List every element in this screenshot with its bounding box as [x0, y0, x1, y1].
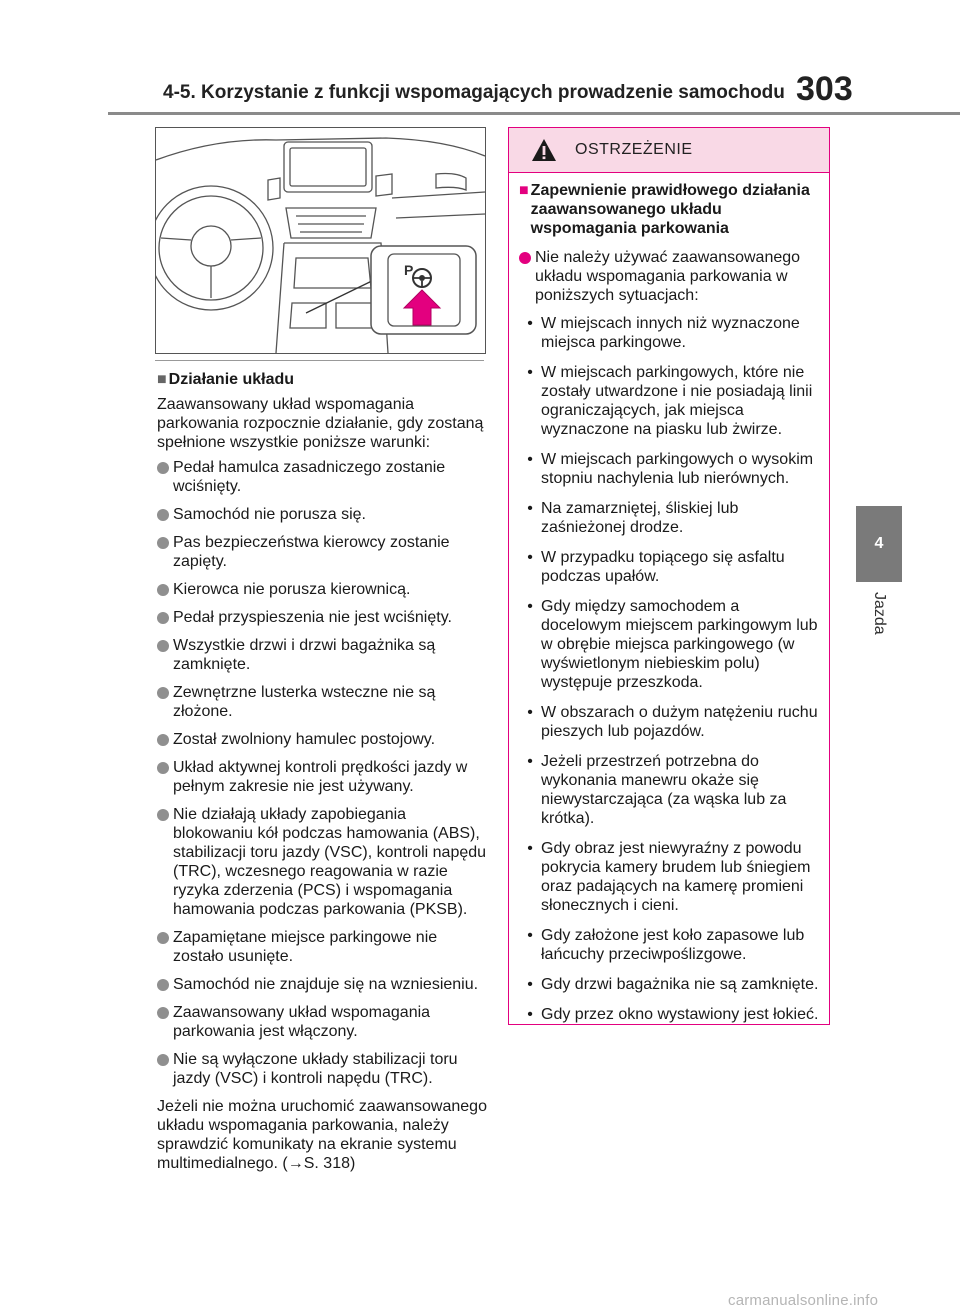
- chapter-tab-number: 4: [874, 535, 884, 552]
- circle-bullet-icon: [157, 537, 169, 549]
- list-item: [157, 1003, 487, 1041]
- warning-list: [519, 314, 819, 1024]
- warning-body: [509, 173, 829, 1024]
- circle-bullet-icon: [157, 462, 169, 474]
- warning-item-text: W przypadku topiącego się asfaltu podczas upałów.: [541, 549, 785, 585]
- circle-bullet-icon: [157, 1007, 169, 1019]
- chapter-tab[interactable]: [856, 506, 902, 582]
- circle-bullet-icon: [157, 584, 169, 596]
- square-bullet-icon: ■: [519, 182, 529, 199]
- dashboard-illustration: [155, 127, 486, 354]
- warning-section-heading: [519, 181, 819, 238]
- list-item: [157, 683, 487, 721]
- list-item: [157, 458, 487, 496]
- warning-item: • W obszarach o dużym natężeniu ruchu pieszych lub pojazdów.: [527, 704, 818, 740]
- warning-triangle-icon: [531, 138, 557, 162]
- list-item-text: Samochód nie porusza się.: [173, 506, 366, 523]
- warning-item-text: Gdy obraz jest niewyraźny z powodu pokrycia kamery brudem lub śniegiem oraz padających na kamerę promieni słonecznych i cieni.: [541, 840, 811, 914]
- warning-title: OSTRZEŻENIE: [575, 141, 693, 158]
- list-item: [157, 758, 487, 796]
- list-item: [157, 730, 487, 749]
- list-item-text: Wszystkie drzwi i drzwi bagażnika są zamknięte.: [173, 637, 436, 673]
- warning-item-text: W miejscach parkingowych o wysokim stopniu nachylenia lub nierównych.: [541, 451, 814, 487]
- warning-item: • W miejscach innych niż wyznaczone miejsca parkingowe.: [519, 314, 819, 352]
- warning-item-text: W miejscach parkingowych, które nie zostały utwardzone i nie posiadają linii ograniczających, jak miejsca wyznaczone na piasku lub żwirze.: [541, 364, 813, 438]
- left-column: [157, 370, 487, 1179]
- dashboard-drawing: [156, 128, 485, 353]
- section-heading: [157, 370, 487, 389]
- warning-lead-text: Nie należy używać zaawansowanego układu wspomagania parkowania w poniższych sytuacjach:: [535, 249, 801, 304]
- warning-item: • Jeżeli przestrzeń potrzebna do wykonania manewru okaże się niewystarczająca (za wąska lub za krótka).: [519, 752, 819, 828]
- list-item: [157, 805, 487, 919]
- header-divider: [108, 112, 960, 115]
- list-item-text: Został zwolniony hamulec postojowy.: [173, 731, 436, 748]
- list-item: [157, 505, 487, 524]
- list-item-text: Zaawansowany układ wspomagania parkowania jest włączony.: [173, 1004, 431, 1040]
- circle-bullet-icon: [157, 509, 169, 521]
- list-item-text: Kierowca nie porusza kierownicą.: [173, 581, 411, 598]
- list-item: [157, 975, 487, 994]
- warning-item-text: W miejscach innych niż wyznaczone miejsca parkingowe.: [541, 315, 800, 351]
- square-bullet-icon: ■: [157, 371, 167, 388]
- list-item-text: Nie są wyłączone układy stabilizacji toru jazdy (VSC) i kontroli napędu (TRC).: [173, 1051, 458, 1087]
- circle-bullet-icon: [519, 252, 531, 264]
- warning-section-heading-text: Zapewnienie prawidłowego działania zaawansowanego układu wspomagania parkowania: [530, 182, 810, 237]
- list-item-text: Pedał przyspieszenia nie jest wciśnięty.: [173, 609, 452, 626]
- circle-bullet-icon: [157, 640, 169, 652]
- circle-bullet-icon: [157, 1054, 169, 1066]
- warning-item-text: Gdy drzwi bagażnika nie są zamknięte.: [541, 976, 819, 993]
- list-item-text: Zewnętrzne lusterka wsteczne nie są złożone.: [173, 684, 436, 720]
- list-item: [157, 608, 487, 627]
- warning-item: • W przypadku topiącego się asfaltu podczas upałów.: [519, 548, 819, 586]
- warning-item-text: Na zamarzniętej, śliskiej lub zaśnieżonej drodze.: [541, 500, 739, 536]
- page-number: 303: [796, 70, 853, 108]
- warning-box: [508, 127, 830, 1025]
- list-item-text: Zapamiętane miejsce parkingowe nie zostało usunięte.: [173, 929, 438, 965]
- warning-item: • Gdy przez okno wystawiony jest łokieć.: [527, 1006, 819, 1023]
- warning-lead: [519, 248, 819, 305]
- circle-bullet-icon: [157, 612, 169, 624]
- outro-paragraph: Jeżeli nie można uruchomić zaawansowanego układu wspomagania parkowania, należy sprawdzić komunikaty na ekranie systemu multimedialnego. (→S. 318): [157, 1098, 487, 1172]
- list-item: [157, 928, 487, 966]
- list-item: [157, 533, 487, 571]
- section-heading-text: Działanie układu: [168, 371, 295, 388]
- list-item-text: Układ aktywnej kontroli prędkości jazdy w pełnym zakresie nie jest używany.: [173, 759, 468, 795]
- warning-item: • Gdy obraz jest niewyraźny z powodu pokrycia kamery brudem lub śniegiem oraz padających na kamerę promieni słonecznych i cieni.: [519, 839, 819, 915]
- warning-item-text: Gdy przez okno wystawiony jest łokieć.: [541, 1006, 819, 1023]
- warning-item-text: Gdy założone jest koło zapasowe lub łańcuchy przeciwpoślizgowe.: [541, 927, 805, 963]
- warning-item: • Na zamarzniętej, śliskiej lub zaśnieżonej drodze.: [519, 499, 819, 537]
- intro-paragraph: Zaawansowany układ wspomagania parkowania rozpocznie działanie, gdy zostaną spełnione wszystkie poniższe warunki:: [157, 396, 484, 451]
- warning-item: • W miejscach parkingowych o wysokim stopniu nachylenia lub nierównych.: [519, 450, 819, 488]
- list-item: [157, 1050, 487, 1088]
- warning-item: • Gdy drzwi bagażnika nie są zamknięte.: [527, 976, 819, 993]
- list-item-text: Pas bezpieczeństwa kierowcy zostanie zapięty.: [173, 534, 450, 570]
- warning-item: • Gdy założone jest koło zapasowe lub łańcuchy przeciwpoślizgowe.: [519, 926, 819, 964]
- circle-bullet-icon: [157, 687, 169, 699]
- warning-header: [509, 128, 829, 173]
- circle-bullet-icon: [157, 809, 169, 821]
- list-item-text: Nie działają układy zapobiegania blokowaniu kół podczas hamowania (ABS), stabilizacji toru jazdy (VSC), kontroli napędu (TRC), wczesnego reagowania w razie ryzyka zderzenia (PCS) i wspomagania hamowania podczas parkowania (PKSB).: [173, 806, 487, 918]
- warning-item: • Gdy między samochodem a docelowym miejscem parkingowym lub w obrębie miejsca parkingowego (w wyświetlonym niebieskim polu) występuje przeszkoda.: [527, 598, 818, 691]
- circle-bullet-icon: [157, 762, 169, 774]
- circle-bullet-icon: [157, 932, 169, 944]
- page-header-title: 4-5. Korzystanie z funkcji wspomagających prowadzenie samochodu: [163, 82, 785, 103]
- list-item: [157, 636, 487, 674]
- warning-item-text: Gdy między samochodem a docelowym miejscem parkingowym lub w obrębie miejsca parkingowego (w wyświetlonym niebieskim polu) występuje przeszkoda.: [541, 598, 818, 691]
- icon-letter-p: P: [404, 262, 414, 278]
- list-item: [157, 580, 487, 599]
- list-item-text: Pedał hamulca zasadniczego zostanie wciśnięty.: [173, 459, 446, 495]
- watermark: carmanualsonline.info: [728, 1292, 879, 1309]
- warning-item-text: W obszarach o dużym natężeniu ruchu pieszych lub pojazdów.: [541, 704, 818, 740]
- circle-bullet-icon: [157, 734, 169, 746]
- circle-bullet-icon: [157, 979, 169, 991]
- chapter-label-text: Jazda: [871, 592, 888, 635]
- list-item-text: Samochód nie znajduje się na wzniesieniu.: [173, 976, 479, 993]
- section-divider: [155, 360, 484, 361]
- warning-item: • W miejscach parkingowych, które nie zostały utwardzone i nie posiadają linii ograniczających, jak miejsca wyznaczone na piasku lub żwirze.: [519, 363, 819, 439]
- warning-item-text: Jeżeli przestrzeń potrzebna do wykonania manewru okaże się niewystarczająca (za wąska lub za krótka).: [541, 753, 787, 827]
- chapter-tab-label: [856, 592, 902, 635]
